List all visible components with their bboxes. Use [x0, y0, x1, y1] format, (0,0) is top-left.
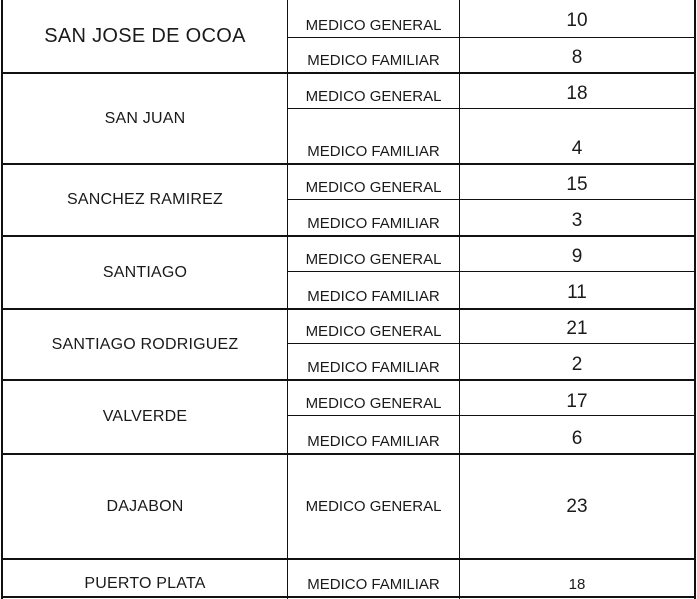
province-cell: SANCHEZ RAMIREZ: [67, 191, 223, 208]
doctor-count-cell: 18: [566, 83, 588, 104]
province-cell: PUERTO PLATA: [84, 575, 206, 592]
doctor-count-cell: 21: [566, 318, 588, 339]
doctor-type-cell: MEDICO GENERAL: [305, 251, 442, 268]
doctor-type-cell: MEDICO GENERAL: [305, 88, 442, 105]
doctor-type-cell: MEDICO FAMILIAR: [307, 433, 440, 450]
doctor-type-cell: MEDICO FAMILIAR: [307, 215, 440, 232]
doctor-type-cell: MEDICO GENERAL: [305, 498, 442, 515]
doctor-count-cell: 11: [567, 282, 587, 303]
doctor-type-cell: MEDICO FAMILIAR: [307, 143, 440, 160]
doctor-count-cell: 15: [566, 174, 588, 195]
doctor-count-cell: 8: [571, 47, 583, 68]
doctor-count-cell: 9: [571, 246, 583, 267]
province-cell: SAN JOSE DE OCOA: [44, 24, 246, 47]
province-cell: SAN JUAN: [104, 109, 186, 127]
table-border-right: [694, 0, 696, 599]
doctor-type-cell: MEDICO GENERAL: [305, 179, 442, 196]
doctor-type-cell: MEDICO FAMILIAR: [307, 359, 440, 376]
province-cell: VALVERDE: [102, 408, 188, 425]
doctor-count-cell: 4: [571, 138, 583, 159]
province-cell: SANTIAGO RODRIGUEZ: [51, 335, 239, 353]
doctor-count-cell: 2: [571, 354, 583, 375]
doctor-count-cell: 3: [571, 210, 583, 231]
doctor-type-cell: MEDICO GENERAL: [305, 17, 442, 34]
doctor-count-cell: 10: [566, 10, 588, 31]
province-cell: DAJABON: [106, 497, 184, 515]
doctor-type-cell: MEDICO GENERAL: [305, 395, 442, 412]
row-separator: [1, 558, 696, 560]
table-border-bottom: [1, 596, 696, 598]
doctor-type-cell: MEDICO FAMILIAR: [307, 288, 440, 305]
doctor-count-cell: 18: [568, 576, 586, 593]
doctor-type-cell: MEDICO FAMILIAR: [307, 576, 440, 593]
province-cell: SANTIAGO: [102, 263, 188, 281]
doctor-type-cell: MEDICO FAMILIAR: [307, 52, 440, 69]
doctor-type-cell: MEDICO GENERAL: [305, 323, 442, 340]
doctor-count-cell: 17: [566, 391, 588, 412]
doctor-count-cell: 6: [571, 428, 583, 449]
doctor-count-cell: 23: [566, 495, 588, 517]
